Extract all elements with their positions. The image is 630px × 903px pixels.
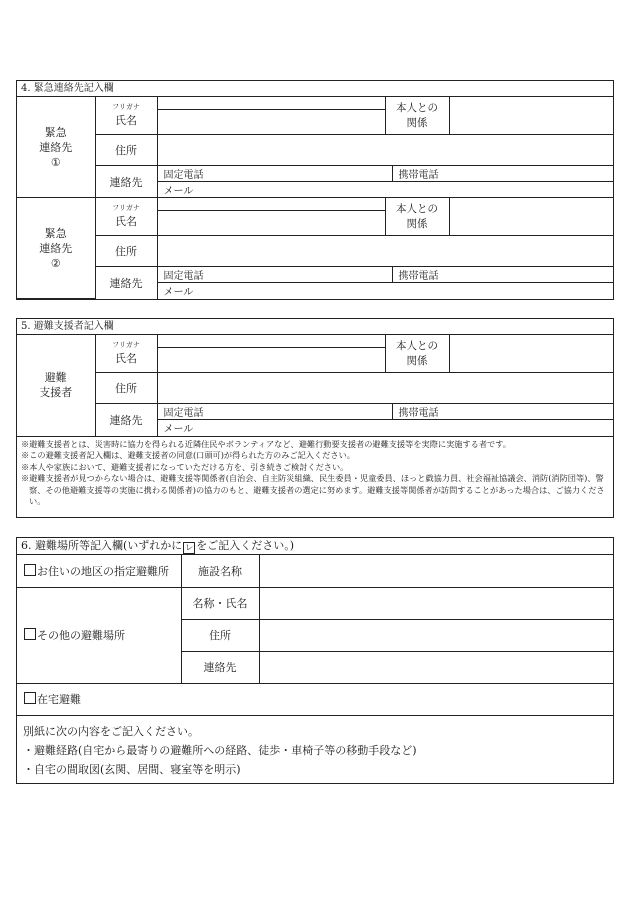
contact-label: 連絡先 <box>95 166 157 198</box>
supporter-mobile-field[interactable]: 携帯電話 <box>398 408 439 420</box>
instructions <box>17 715 613 785</box>
contact-1-mobile-field[interactable]: 携帯電話 <box>398 170 439 181</box>
name-label: フリガナ 氏名 <box>95 198 157 236</box>
section-5-title: 5. 避難支援者記入欄 <box>17 319 613 335</box>
checkbox-icon[interactable] <box>24 628 36 640</box>
section-evacuation-place <box>16 537 614 784</box>
other-address-field[interactable] <box>259 619 613 651</box>
name-person-label: 名称・氏名 <box>181 587 259 619</box>
facility-name-label: 施設名称 <box>181 555 259 587</box>
section-emergency-contacts <box>16 80 614 300</box>
note-3: ※本人や家族において、避難支援者になっていただける方を、引き続きご検討ください。 <box>21 461 349 472</box>
instruction-2: ・避難経路(自宅から最寄りの避難所への経路、徒歩・車椅子等の移動手段など) <box>23 744 417 757</box>
facility-name-field[interactable] <box>259 555 613 587</box>
other-shelter-option[interactable]: その他の避難場所 <box>17 587 181 683</box>
check-mark-icon: レ <box>185 543 194 552</box>
address-label: 住所 <box>181 619 259 651</box>
name-label: フリガナ 氏名 <box>95 97 157 135</box>
contact-1-label: 緊急 連絡先 ① <box>17 97 95 198</box>
contact-2-address-field[interactable] <box>157 236 613 267</box>
instruction-1: 別紙に次の内容をご記入ください。 <box>23 725 199 738</box>
supporter-address-field[interactable] <box>157 373 613 404</box>
contact-1-relation-field[interactable] <box>449 97 613 135</box>
supporter-table <box>17 335 613 436</box>
address-label: 住所 <box>95 135 157 166</box>
note-4: ※避難支援者が見つからない場合は、避難支援等関係者(自治会、自主防災組織、民生委員・児童委員、ほっと戯協力員、社会福祉協議会、消防(消防団等)、警察、その他避難支援等の実施に携わる関係者)の協力のもと、避難支援者の選定に努めます。避難支援等関係者が訪問することがあった場合は、ご協力ください。 <box>21 473 605 506</box>
supporter-label: 避難 支援者 <box>17 335 95 436</box>
address-label: 住所 <box>95 236 157 267</box>
supporter-landline-field[interactable]: 固定電話 <box>158 404 393 420</box>
other-name-field[interactable] <box>259 587 613 619</box>
contact-2-relation-field[interactable] <box>449 198 613 236</box>
contact-label: 連絡先 <box>181 651 259 683</box>
checkbox-icon[interactable] <box>24 564 36 576</box>
contact-2-mobile-field[interactable]: 携帯電話 <box>398 271 439 283</box>
contact-1-landline-field[interactable]: 固定電話 <box>158 166 393 182</box>
contact-2-name-field[interactable] <box>157 198 385 236</box>
contact-2-label: 緊急 連絡先 ② <box>17 198 95 299</box>
contact-1-address-field[interactable] <box>157 135 613 166</box>
checkbox-icon[interactable] <box>24 692 36 704</box>
supporter-notes <box>17 436 613 511</box>
home-evacuation-option[interactable]: 在宅避難 <box>17 683 613 715</box>
relation-label: 本人との 関係 <box>385 335 449 373</box>
section-4-title: 4. 緊急連絡先記入欄 <box>17 81 613 97</box>
instruction-3: ・自宅の間取図(玄関、居間、寝室等を明示) <box>23 763 241 776</box>
other-contact-field[interactable] <box>259 651 613 683</box>
contact-label: 連絡先 <box>95 267 157 299</box>
evacuation-place-table <box>17 555 613 715</box>
relation-label: 本人との 関係 <box>385 198 449 236</box>
designated-shelter-option[interactable]: お住いの地区の指定避難所 <box>17 555 181 587</box>
emergency-contacts-table <box>17 97 613 299</box>
address-label: 住所 <box>95 373 157 404</box>
supporter-mail-field[interactable]: メール <box>158 420 614 436</box>
note-2: ※この避難支援者記入欄は、避難支援者の同意(口頭可)が得られた方のみご記入ください。 <box>21 450 355 460</box>
supporter-name-field[interactable] <box>157 335 385 373</box>
section-evacuation-supporter <box>16 318 614 518</box>
supporter-relation-field[interactable] <box>449 335 613 373</box>
contact-1-mail-field[interactable]: メール <box>158 182 614 198</box>
contact-2-mail-field[interactable]: メール <box>158 283 614 299</box>
contact-1-name-field[interactable] <box>157 97 385 135</box>
contact-2-landline-field[interactable]: 固定電話 <box>158 267 393 283</box>
contact-label: 連絡先 <box>95 404 157 436</box>
note-1: ※避難支援者とは、災害時に協力を得られる近隣住民やボランティアなど、避難行動要支援者の避難支援等を実際に実施する者です。 <box>21 438 511 449</box>
name-label: フリガナ 氏名 <box>95 335 157 373</box>
relation-label: 本人との 関係 <box>385 97 449 135</box>
section-6-title: 6. 避難場所等記入欄(いずれかに レ をご記入ください。) <box>17 538 613 555</box>
